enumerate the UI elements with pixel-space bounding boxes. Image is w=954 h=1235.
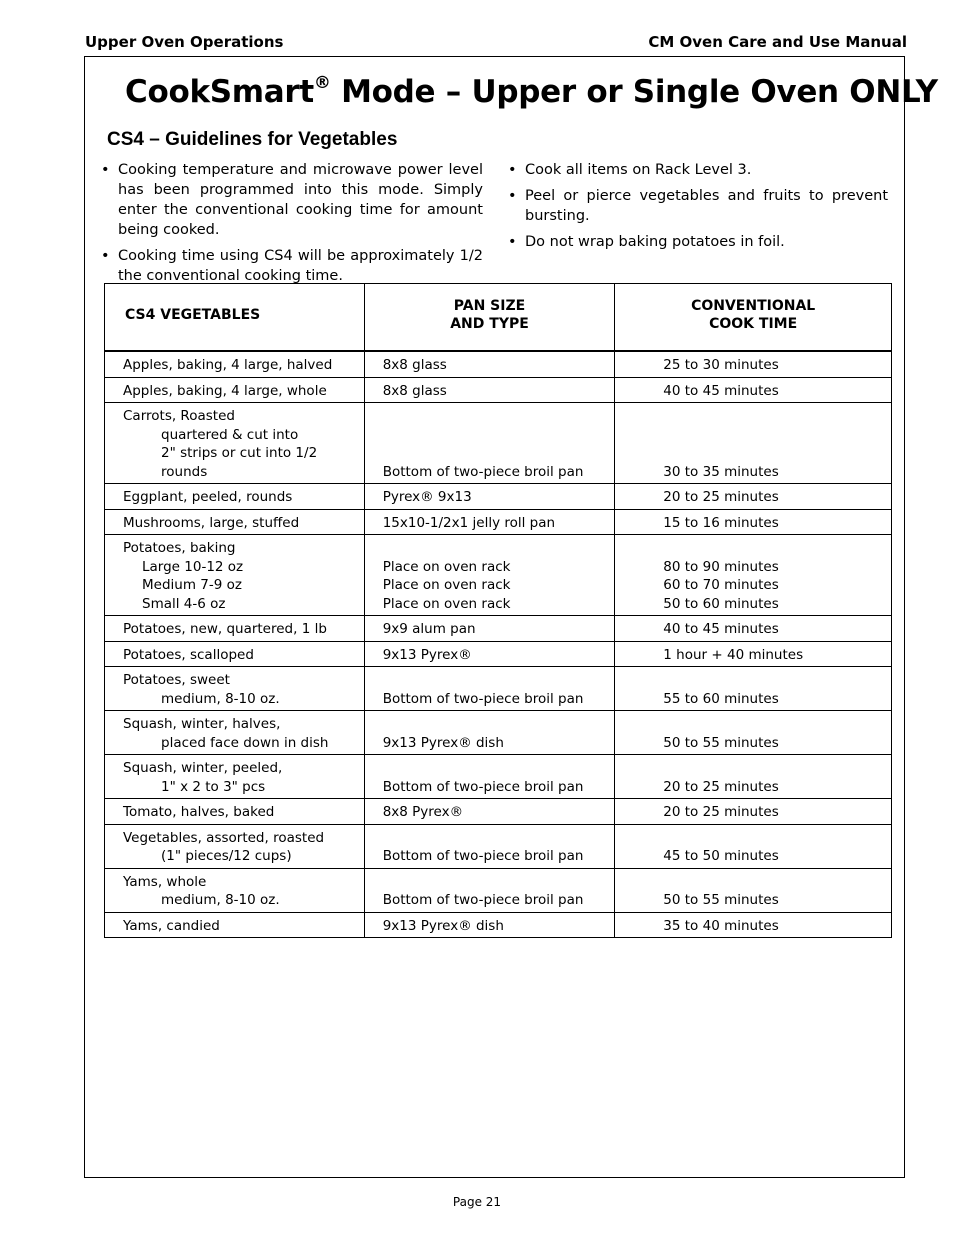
section-header: Upper Oven Operations [85,33,284,51]
pan-cell [364,824,615,868]
vegetable-cell-line: Squash, winter, peeled, [123,760,283,776]
registered-mark: ® [313,72,331,93]
table-row [105,755,892,799]
vegetables-table [104,283,892,938]
pan-cell [364,711,615,755]
pan-cell-line: Bottom of two-piece broil pan [382,778,584,795]
pan-cell-line: Bottom of two-piece broil pan [382,892,584,908]
vegetable-cell-line: medium, 8-10 oz. [161,690,280,707]
vegetable-cell-line: Medium 7-9 oz [142,577,242,593]
table-row [105,509,892,535]
table-row [105,799,892,825]
pan-cell-line: 9x13 Pyrex® dish [382,917,504,934]
vegetable-cell-line: Eggplant, peeled, rounds [123,489,293,505]
cook-time-cell-line: 50 to 60 minutes [663,595,779,612]
guideline-item: • Cooking temperature and microwave power level has been programmed into this mode. Simply enter the conventional cooking time for amount being cooked. [101,160,483,240]
vegetable-cell-line: placed face down in dish [161,734,329,751]
cook-time-cell-line: 80 to 90 minutes [663,558,779,575]
table-header-row [105,284,892,352]
cook-time-cell [615,616,892,642]
vegetable-cell [105,912,365,938]
vegetable-cell-line: Mushrooms, large, stuffed [123,514,300,531]
vegetable-cell-line: 2" strips or cut into 1/2 rounds [161,445,318,480]
cook-time-cell [615,351,892,377]
vegetable-cell-line: Large 10-12 oz [142,558,244,575]
pan-cell-line: 9x13 Pyrex® [382,646,472,663]
table-body [105,351,892,938]
cook-time-cell [615,484,892,510]
vegetable-cell [105,868,365,912]
vegetable-cell-line: Potatoes, sweet [123,672,230,688]
cook-time-cell-line: 35 to 40 minutes [663,917,779,934]
pan-cell [364,912,615,938]
vegetable-cell-line: Yams, candied [123,917,220,934]
pan-cell [364,351,615,377]
cook-time-cell-line: 60 to 70 minutes [663,577,779,593]
vegetable-cell-line: Vegetables, assorted, roasted [123,829,325,846]
table-row [105,868,892,912]
col-header-time: CONVENTIONAL COOK TIME [615,284,892,352]
cook-time-cell-line: 1 hour + 40 minutes [663,646,804,663]
table-row [105,667,892,711]
manual-title-header: CM Oven Care and Use Manual [648,33,907,51]
col-header-vegetables: CS4 VEGETABLES [105,284,365,352]
cook-time-cell-line: 15 to 16 minutes [663,514,779,531]
pan-cell [364,641,615,667]
pan-cell [364,403,615,484]
cook-time-cell-line: 25 to 30 minutes [663,357,779,373]
cook-time-cell-line: 40 to 45 minutes [663,621,779,637]
pan-cell-line: 8x8 Pyrex® [382,804,464,820]
cook-time-cell-line: 55 to 60 minutes [663,690,779,707]
vegetable-cell [105,377,365,403]
vegetable-cell [105,755,365,799]
vegetable-cell-line: quartered & cut into [161,426,299,443]
vegetable-cell-line: Potatoes, scalloped [123,646,254,663]
vegetable-cell-line: Potatoes, new, quartered, 1 lb [123,621,327,637]
pan-cell [364,616,615,642]
vegetable-cell-line: Tomato, halves, baked [123,804,275,820]
cook-time-cell [615,509,892,535]
pan-cell-line: 8x8 glass [382,382,447,399]
vegetable-cell-line: Carrots, Roasted [123,408,235,424]
vegetable-cell [105,509,365,535]
pan-cell-line: Bottom of two-piece broil pan [382,848,584,864]
vegetable-cell-line: Potatoes, baking [123,540,236,556]
cook-time-cell-line: 50 to 55 minutes [663,892,779,908]
vegetable-cell [105,711,365,755]
vegetable-cell [105,824,365,868]
pan-cell [364,799,615,825]
pan-cell-line: Place on oven rack [382,577,511,593]
cook-time-cell-line: 20 to 25 minutes [663,804,779,820]
vegetable-cell-line: Yams, whole [123,873,207,890]
vegetable-cell [105,641,365,667]
cook-time-cell-line: 20 to 25 minutes [663,778,779,795]
vegetable-cell-line: medium, 8-10 oz. [161,892,280,908]
col-header-pan: PAN SIZE AND TYPE [364,284,615,352]
guideline-item: • Cooking time using CS4 will be approximately 1/2 the conventional cooking time. [101,246,483,286]
vegetable-cell-line: Apples, baking, 4 large, whole [123,382,327,399]
vegetable-cell-line: 1" x 2 to 3" pcs [161,778,266,795]
table-row [105,616,892,642]
vegetable-cell-line: Apples, baking, 4 large, halved [123,357,333,373]
content-frame [84,56,938,1178]
table-row [105,484,892,510]
vegetable-cell [105,799,365,825]
page-number: Page 21 [452,1195,502,1209]
pan-cell-line: Pyrex® 9x13 [382,489,472,505]
pan-cell [364,509,615,535]
vegetable-cell-line: (1" pieces/12 cups) [161,848,292,864]
table-row [105,351,892,377]
pan-cell-line: 9x9 alum pan [382,621,476,637]
title-main: CookSmart [125,74,314,110]
cook-time-cell [615,711,892,755]
section-subtitle: CS4 – Guidelines for Vegetables [107,129,398,150]
vegetable-cell-line: Small 4-6 oz [142,595,226,612]
table-row [105,377,892,403]
cook-time-cell [615,912,892,938]
pan-cell [364,868,615,912]
vegetable-cell [105,616,365,642]
vegetable-cell [105,351,365,377]
cook-time-cell [615,755,892,799]
pan-cell-line: 9x13 Pyrex® dish [382,734,504,751]
table-row [105,711,892,755]
pan-cell [364,535,615,616]
vegetable-cell [105,403,365,484]
table-row [105,641,892,667]
guideline-item: • Cook all items on Rack Level 3. [508,160,888,180]
pan-cell [364,377,615,403]
cook-time-cell [615,667,892,711]
pan-cell-line: Bottom of two-piece broil pan [382,690,584,707]
table-row [105,403,892,484]
vegetable-cell [105,667,365,711]
pan-cell-line: Place on oven rack [382,595,511,612]
pan-cell-line: Place on oven rack [382,558,511,575]
page-title [125,74,938,110]
title-rest: Mode – Upper or Single Oven ONLY [330,74,938,110]
guidelines-right [508,160,888,258]
cook-time-cell-line: 20 to 25 minutes [663,489,779,505]
cook-time-cell [615,535,892,616]
table-row [105,824,892,868]
pan-cell-line: Bottom of two-piece broil pan [382,463,584,480]
cook-time-cell [615,641,892,667]
vegetable-cell [105,484,365,510]
cook-time-cell-line: 40 to 45 minutes [663,382,779,399]
cook-time-cell-line: 30 to 35 minutes [663,463,779,480]
guidelines-left [101,160,483,292]
cook-time-cell [615,799,892,825]
table-row [105,912,892,938]
pan-cell [364,755,615,799]
cook-time-cell-line: 45 to 50 minutes [663,848,779,864]
pan-cell [364,484,615,510]
vegetable-cell [105,535,365,616]
guideline-item: • Peel or pierce vegetables and fruits to prevent bursting. [508,186,888,226]
cook-time-cell-line: 50 to 55 minutes [663,734,779,751]
table-row [105,535,892,616]
cook-time-cell [615,824,892,868]
cook-time-cell [615,377,892,403]
pan-cell-line: 8x8 glass [382,357,447,373]
cook-time-cell [615,403,892,484]
cook-time-cell [615,868,892,912]
guideline-item: • Do not wrap baking potatoes in foil. [508,232,888,252]
vegetable-cell-line: Squash, winter, halves, [123,716,281,732]
pan-cell [364,667,615,711]
pan-cell-line: 15x10-1/2x1 jelly roll pan [382,514,556,531]
